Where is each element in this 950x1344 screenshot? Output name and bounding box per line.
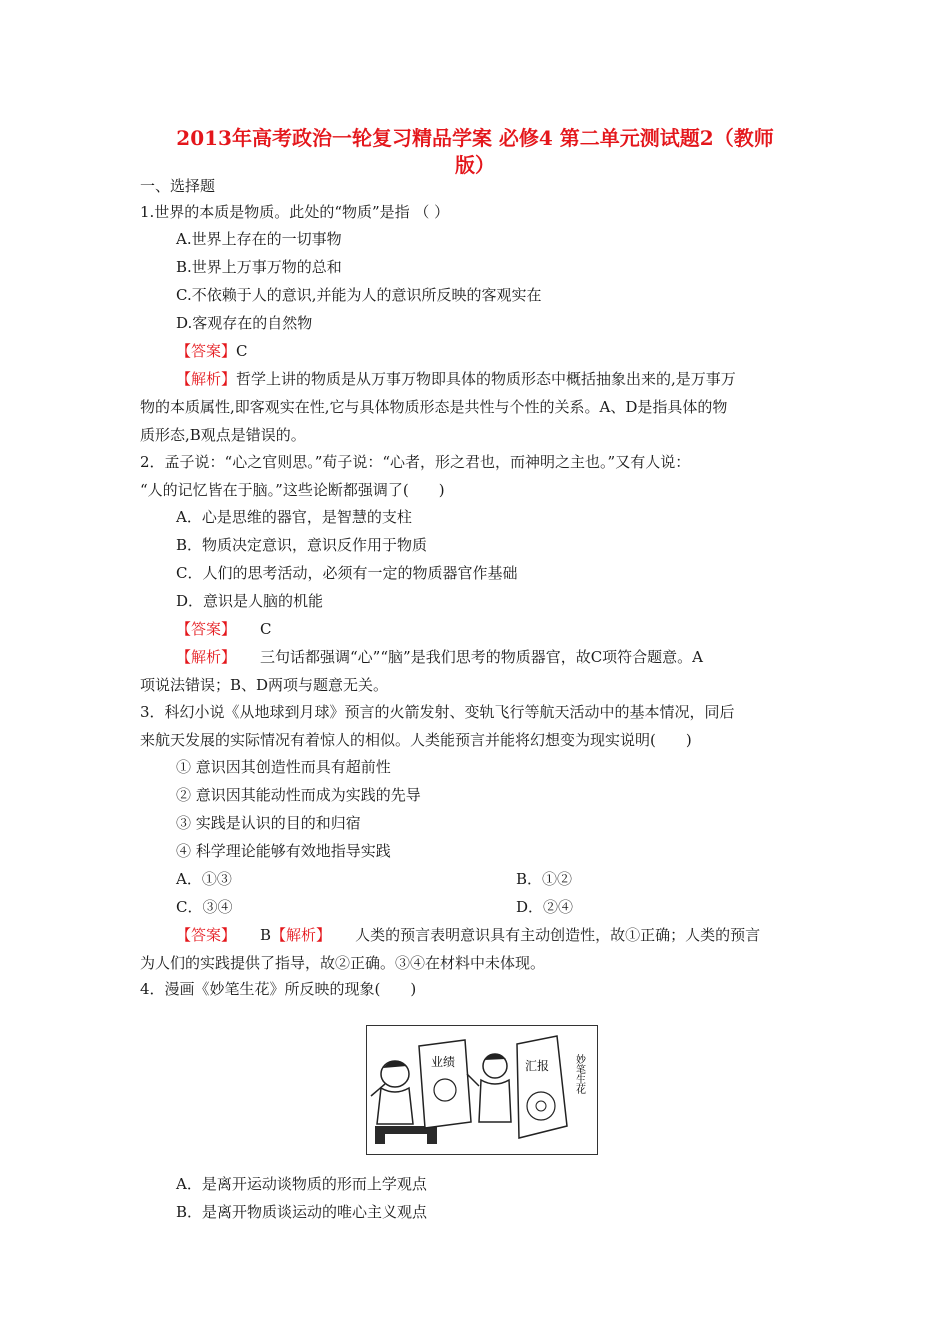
q1-analysis-line-3: 质形态,B观点是错误的。 [140, 426, 306, 444]
q2-stem-line-1: 2．孟子说：“心之官则思。”荀子说：“心者，形之君也，而神明之主也。”又有人说： [140, 453, 691, 471]
q2-option-b: B．物质决定意识，意识反作用于物质 [176, 536, 428, 554]
answer-tag: 【答案】 [176, 926, 237, 944]
q3-stem-line-1: 3．科幻小说《从地球到月球》预言的火箭发射、变轨飞行等航天活动中的基本情况，同后 [140, 703, 735, 721]
answer-value: C [260, 620, 272, 638]
q3-option-d: D．②④ [516, 898, 574, 916]
q3-item-1: ① 意识因其创造性而具有超前性 [176, 758, 391, 776]
q1-analysis-line-1 [176, 369, 736, 389]
q3-analysis-line-2: 为人们的实践提供了指导，故②正确。③④在材料中未体现。 [140, 954, 546, 972]
answer-tag: 【答案】 [176, 342, 237, 360]
cartoon-image [366, 1025, 598, 1155]
q1-answer [176, 341, 248, 361]
desk-shape [375, 1126, 437, 1144]
title-line-2: 版） [455, 153, 495, 177]
analysis-tag: 【解析】 [176, 370, 237, 388]
q3-stem-line-2: 来航天发展的实际情况有着惊人的相似。人类能预言并能将幻想变为现实说明( ) [140, 731, 692, 749]
q1-option-c: C.不依赖于人的意识,并能为人的意识所反映的客观实在 [176, 286, 542, 304]
sign-right [517, 1036, 567, 1138]
q2-analysis-line-1 [176, 647, 703, 667]
section-heading: 一、选择题 [140, 177, 216, 195]
cartoon-illustration [367, 1026, 596, 1153]
q3-answer-analysis-line-1 [176, 925, 760, 945]
answer-tag: 【答案】 [176, 620, 237, 638]
analysis-tag: 【解析】 [271, 926, 332, 944]
q3-option-c: C．③④ [176, 898, 233, 916]
q4-option-a: A．是离开运动谈物质的形而上学观点 [176, 1175, 427, 1193]
q2-answer [176, 619, 272, 639]
q2-analysis-line-2: 项说法错误；B、D两项与题意无关。 [140, 676, 389, 694]
q3-option-a: A．①③ [176, 870, 232, 888]
brush-shape [371, 1084, 385, 1096]
analysis-text: 三句话都强调“心”“脑”是我们思考的物质器官，故C项符合题意。A [260, 648, 704, 666]
person-right-body [479, 1080, 511, 1122]
q4-option-b: B．是离开物质谈运动的唯心主义观点 [176, 1203, 428, 1221]
answer-value: B [260, 926, 272, 944]
q1-stem: 1.世界的本质是物质。此处的“物质”是指 （ ） [140, 203, 450, 221]
analysis-text: 人类的预言表明意识具有主动创造性，故①正确；人类的预言 [355, 926, 761, 944]
sign-left-label: 业绩 [431, 1055, 456, 1069]
q2-stem-line-2: “人的记忆皆在于脑。”这些论断都强调了( ) [140, 481, 445, 499]
q1-option-d: D.客观存在的自然物 [176, 314, 313, 332]
q1-analysis-line-2: 物的本质属性,即客观实在性,它与具体物质形态是共性与个性的关系。A、D是指具体的物 [140, 398, 728, 416]
cartoon-caption: 妙笔生花 [573, 1054, 585, 1094]
q2-option-a: A．心是思维的器官，是智慧的支柱 [176, 508, 412, 526]
answer-value: C [236, 342, 248, 360]
q4-stem: 4．漫画《妙笔生花》所反映的现象( ) [140, 980, 417, 998]
q1-option-a: A.世界上存在的一切事物 [176, 230, 342, 248]
title-line-1: 2013年高考政治一轮复习精品学案 必修4 第二单元测试题2（教师 [176, 126, 774, 150]
q3-option-b: B．①② [516, 870, 573, 888]
sign-right-label: 汇报 [525, 1059, 550, 1073]
q2-option-c: C．人们的思考活动，必须有一定的物质器官作基础 [176, 564, 518, 582]
analysis-text: 哲学上讲的物质是从万事万物即具体的物质形态中概括抽象出来的,是万事万 [236, 370, 736, 388]
q1-option-b: B.世界上万事万物的总和 [176, 258, 342, 276]
analysis-tag: 【解析】 [176, 648, 237, 666]
q2-option-d: D．意识是人脑的机能 [176, 592, 324, 610]
q3-item-4: ④ 科学理论能够有效地指导实践 [176, 842, 391, 860]
document-title [130, 125, 820, 179]
sign-left [419, 1040, 471, 1128]
q3-item-2: ② 意识因其能动性而成为实践的先导 [176, 786, 421, 804]
person-left-body [377, 1088, 413, 1124]
q3-item-3: ③ 实践是认识的目的和归宿 [176, 814, 361, 832]
